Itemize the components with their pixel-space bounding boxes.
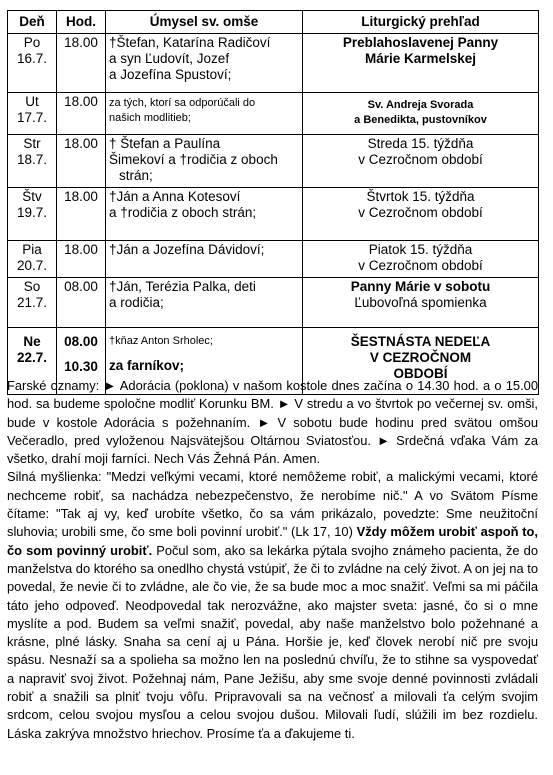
liturgy-line: Ľubovoľná spomienka [354, 295, 487, 310]
intention-line: Šimekoví a †rodičia z oboch [109, 152, 278, 167]
liturgy-line: Streda 15. týždňa [367, 136, 474, 151]
intention-cell [106, 93, 303, 135]
day-date: 18.7. [16, 152, 48, 167]
hour-value: 08.00 [64, 334, 98, 349]
table-row [8, 278, 539, 328]
day-name: So [23, 279, 41, 294]
day-cell [8, 188, 57, 241]
hour-cell [57, 135, 106, 188]
header-day: Deň [8, 11, 57, 34]
liturgy-cell [303, 278, 539, 328]
liturgy-cell [303, 188, 539, 241]
liturgy-line: v Cezročnom období [358, 205, 483, 220]
table-row [8, 135, 539, 188]
liturgy-line: Panny Márie v sobotu [350, 279, 491, 294]
intention-line: a Jozefína Spustoví; [109, 67, 232, 82]
table-row [8, 188, 539, 241]
hour-cell [57, 241, 106, 278]
day-date: 21.7. [16, 295, 48, 310]
header-intention: Úmysel sv. omše [106, 11, 303, 34]
hour-value: 18.00 [64, 94, 98, 109]
hour-cell [57, 34, 106, 93]
liturgy-line: v Cezročnom období [358, 152, 483, 167]
hour-value: 18.00 [64, 242, 98, 257]
liturgy-line: Piatok 15. týždňa [368, 242, 473, 257]
day-cell [8, 278, 57, 328]
day-cell [8, 135, 57, 188]
intention-cell [106, 278, 303, 328]
liturgy-line: Štvrtok 15. týždňa [366, 189, 475, 204]
hour-value: 10.30 [64, 359, 98, 374]
strong-thought-highlight: Vždy môžem urobiť aspoň to, čo som povinný urobiť. [7, 524, 539, 558]
intention-line: za tých, ktorí sa odporúčali do [109, 97, 256, 109]
intention-cell [106, 188, 303, 241]
intention-line: †Ján, Terézia Palka, deti [109, 279, 256, 294]
liturgy-line: ŠESTNÁSTA NEDEĽA [350, 334, 491, 349]
header-liturgy: Liturgický prehľad [303, 11, 539, 34]
day-name: Str [23, 136, 41, 151]
day-date: 19.7. [16, 205, 48, 220]
day-name: Štv [22, 189, 42, 204]
intention-line: †Ján a Jozefína Dávidoví; [109, 242, 265, 257]
liturgy-cell [303, 241, 539, 278]
hour-cell [57, 278, 106, 328]
hour-cell [57, 188, 106, 241]
day-cell [8, 241, 57, 278]
intention-line: našich modlitieb; [109, 112, 191, 124]
strong-thought-body: Počul som, ako sa lekárka pýtala svojho známeho pacienta, že do manželstva do ktorého sa onedlho chystá vstúpiť, že či to zvládne na celý život. A on jej na to povedal, že nevie či to zvládne, ale čo vie, že sa bude moc a moc snažiť. Veľmi sa mi páčila táto jeho odpoveď. Neodpovedal tak nerozvážne, ako majster sveta: jasné, čo si o mne myslíte a pod. Budem sa veľmi snažiť, povedal, aby naše manželstvo bolo požehnané a krásne, plné lásky. Snaha sa cení aj u Pána. Horšie je, keď človek nerobí nič pre svoju spásu. Nesnaží sa a spolieha sa možno len na poslednú chvíľu, že to stihne sa vyspovedať a napraviť svoj život. Požehnaj nám, Pane Ježišu, aby sme svoje denné povinnosti zvládali robiť a snažili sa plniť tvoju vôľu. Pripravovali sa na večnosť a milovali ťa celým svojim srdcom, celou svojou mysľou a celou svojou dušou. Milovali ľudí, slúžili im bez rozdielu. Láska zakrýva množstvo hriechov. Prosíme ťa a ďakujeme ti. [7, 542, 538, 741]
table-header-row [8, 11, 539, 34]
header-hour: Hod. [57, 11, 106, 34]
intention-line: † Štefan a Paulína [109, 136, 221, 151]
intention-line: a syn Ľudovít, Jozef [109, 51, 230, 66]
liturgy-line: Preblahoslavenej Panny [342, 35, 499, 50]
day-date: 17.7. [16, 110, 48, 125]
liturgy-line: Sv. Andreja Svorada [367, 99, 474, 111]
intention-line: za farníkov; [109, 358, 185, 373]
announcements-text [7, 377, 538, 743]
day-date: 20.7. [16, 258, 48, 273]
liturgy-cell [303, 93, 539, 135]
intention-line: strán; [119, 168, 153, 183]
intention-line: †Ján a Anna Kotesoví [109, 189, 241, 204]
intention-line: a rodičia; [109, 295, 164, 310]
intention-line: †kňaz Anton Srholec; [109, 335, 213, 347]
day-date: 16.7. [16, 51, 48, 66]
day-cell [8, 34, 57, 93]
table-row [8, 93, 539, 135]
liturgy-line: OBDOBÍ [393, 366, 448, 381]
parish-announcements: Farské oznamy: ► Adorácia (poklona) v našom kostole dnes začína o 14.30 hod. a o 15.00 hod. sa budeme spoločne modliť Korunku BM. ► V stredu a vo štvrtok po večernej sv. omši, bude v kostole Adorácia s požehnaním. ► V sobotu bude hodinu pred svätou omšou Večeradlo, pred vyloženou Najsvätejšou Oltárnou Sviatosťou. ► Srdečná vďaka Vám za všetko, drahí moji farníci. Nech Vás Žehná Pán. Amen. [7, 378, 538, 467]
intention-cell [106, 34, 303, 93]
liturgy-cell [303, 34, 539, 93]
hour-value: 18.00 [64, 35, 98, 50]
intention-line: a †rodičia z oboch strán; [109, 205, 257, 220]
intention-cell [106, 135, 303, 188]
hour-cell [57, 93, 106, 135]
strong-thought-intro: Silná myšlienka: "Medzi veľkými vecami, ktoré nemôžeme robiť, a malickými vecami, ktoré nechceme robiť, sa nachádza nebezpečenstvo, že nerobíme nič." A vo Svätom Písme čítame: "Tak aj vy, keď urobíte všetko, čo sa vám prikázalo, povedzte: Sme neužitoční sluhovia; urobili sme, čo sme boli povinní urobiť." (Lk 17, 10) [7, 469, 538, 540]
liturgy-line: a Benedikta, pustovníkov [354, 114, 487, 126]
day-name: Po [23, 35, 41, 50]
day-date: 22.7. [16, 350, 48, 365]
hour-value: 18.00 [64, 136, 98, 151]
day-name: Ne [23, 334, 41, 349]
hour-value: 18.00 [64, 189, 98, 204]
liturgy-line: V CEZROČNOM [369, 350, 472, 365]
table-row [8, 241, 539, 278]
liturgy-line: v Cezročnom období [358, 258, 483, 273]
table-row [8, 34, 539, 93]
liturgy-line: Márie Karmelskej [364, 51, 477, 66]
intention-cell [106, 241, 303, 278]
strong-thought [7, 468, 538, 742]
day-name: Pia [22, 242, 42, 257]
mass-schedule-table [7, 10, 539, 395]
day-name: Ut [25, 94, 39, 109]
day-cell [8, 93, 57, 135]
hour-value: 08.00 [64, 279, 98, 294]
liturgy-cell [303, 135, 539, 188]
intention-line: †Štefan, Katarína Radičoví [109, 35, 271, 50]
